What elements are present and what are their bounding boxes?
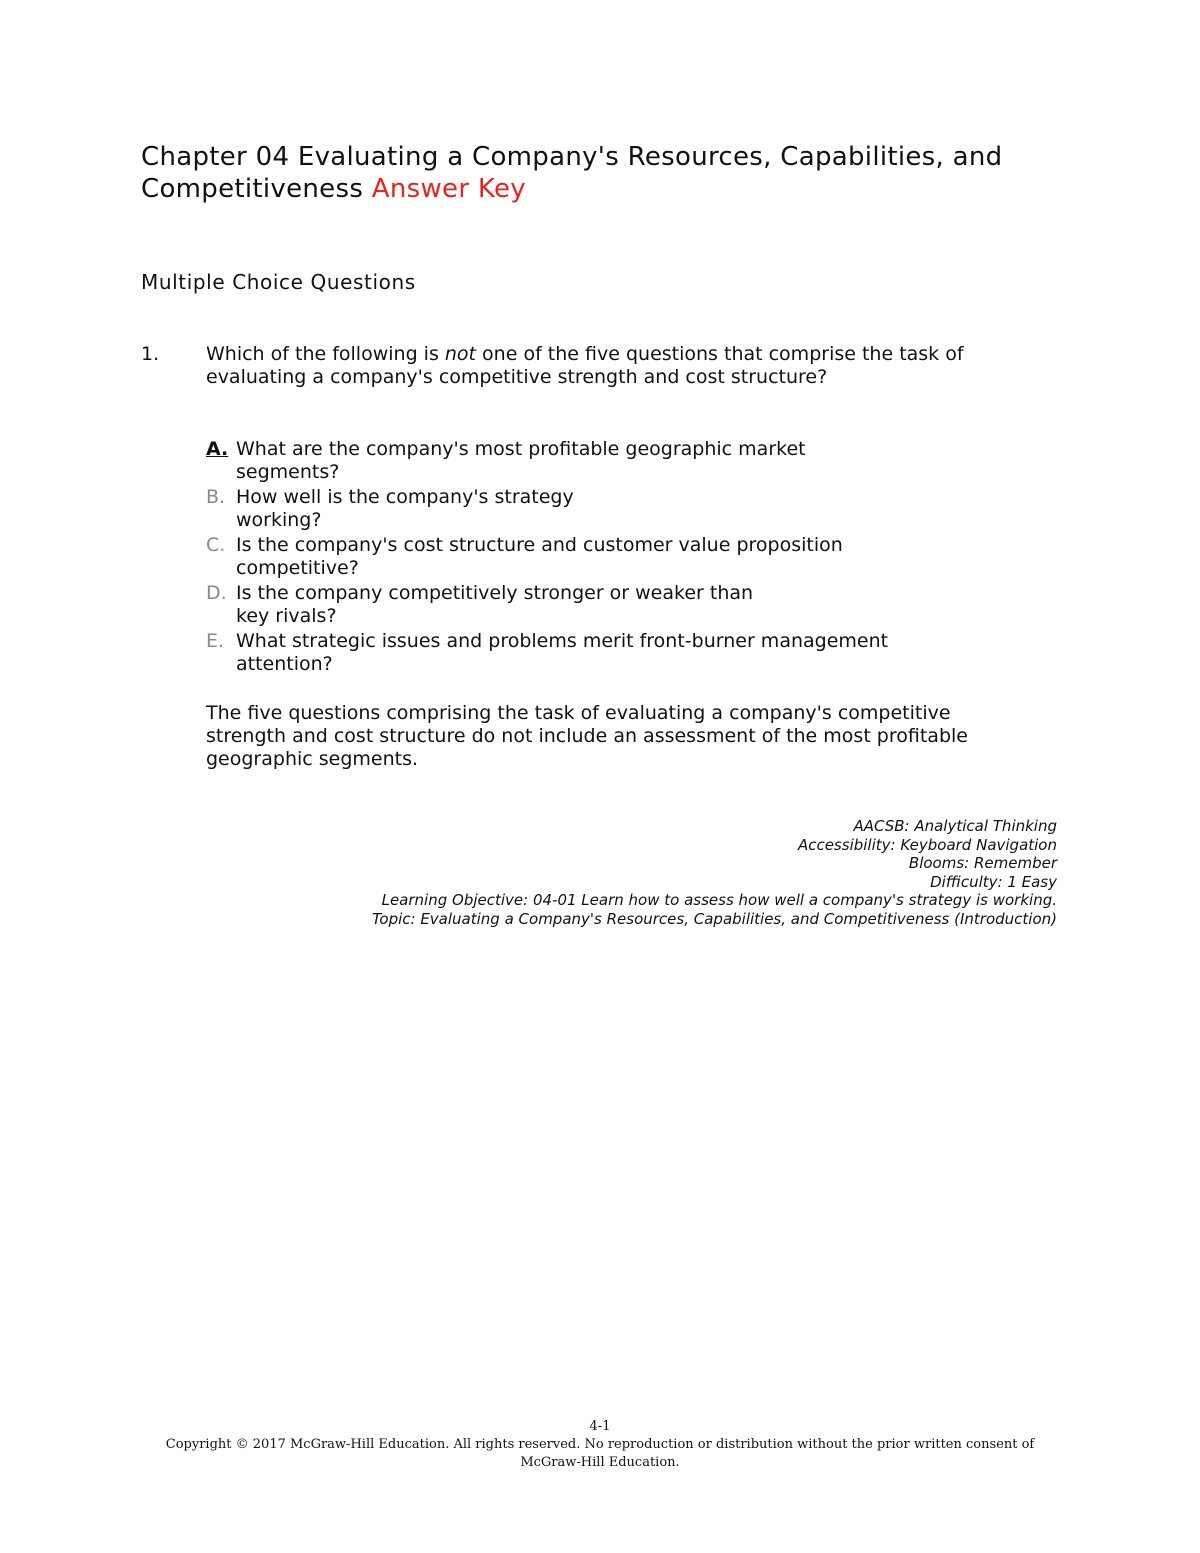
answer-options bbox=[206, 438, 1006, 678]
answer-explanation: The five questions comprising the task of evaluating a company's competitive strength and cost structure do not include an assessment of the most profitable geographic segments. bbox=[206, 702, 968, 770]
option-text: How well is the company's strategy bbox=[236, 486, 574, 508]
option-letter: C. bbox=[206, 534, 226, 556]
option-c bbox=[206, 534, 1006, 580]
option-text: What are the company's most profitable geographic market bbox=[236, 438, 806, 460]
question-text-start: Which of the following is bbox=[206, 343, 445, 365]
option-a bbox=[206, 438, 1006, 484]
option-letter: D. bbox=[206, 582, 227, 604]
question-text-emphasis: not bbox=[444, 343, 477, 365]
title-main: Chapter 04 Evaluating a Company's Resources, Capabilities, and Competitiveness bbox=[141, 142, 1003, 204]
option-b bbox=[206, 486, 1006, 532]
aacsb-tag: AACSB: Analytical Thinking bbox=[853, 817, 1057, 835]
option-text-continued: segments? bbox=[236, 461, 340, 483]
option-text-continued: attention? bbox=[236, 653, 333, 675]
question-text bbox=[206, 343, 1036, 389]
option-e bbox=[206, 630, 1006, 676]
page-footer bbox=[141, 1418, 1059, 1472]
option-text: Is the company's cost structure and customer value proposition bbox=[236, 534, 843, 556]
page-number: 4-1 bbox=[589, 1419, 611, 1434]
topic-tag: Topic: Evaluating a Company's Resources, Capabilities, and Competitiveness (Introduction) bbox=[372, 909, 1057, 928]
option-letter: E. bbox=[206, 630, 225, 652]
difficulty-tag: Difficulty: 1 Easy bbox=[930, 872, 1057, 891]
question-text-end: one of the five questions that comprise the task of evaluating a company's competitive strength and cost structure? bbox=[206, 343, 964, 388]
learning-objective-tag: Learning Objective: 04-01 Learn how to assess how well a company's strategy is working. bbox=[381, 891, 1057, 909]
option-text-continued: working? bbox=[236, 509, 322, 531]
page-title bbox=[141, 141, 1061, 205]
question-number: 1. bbox=[141, 343, 160, 365]
copyright-notice: Copyright © 2017 McGraw-Hill Education. All rights reserved. No reproduction or distribution without the prior written consent of McGraw-Hill Education. bbox=[165, 1437, 1035, 1470]
accessibility-tag: Accessibility: Keyboard Navigation bbox=[797, 835, 1057, 854]
blooms-tag: Blooms: Remember bbox=[908, 854, 1057, 872]
option-text-continued: competitive? bbox=[236, 557, 359, 579]
option-letter: B. bbox=[206, 486, 226, 508]
option-text: What strategic issues and problems merit front-burner management bbox=[236, 630, 889, 652]
question-metadata bbox=[257, 817, 1057, 928]
option-text: Is the company competitively stronger or weaker than bbox=[236, 582, 754, 604]
option-letter: A. bbox=[206, 438, 229, 460]
answer-key-label: Answer Key bbox=[371, 174, 526, 204]
option-text-continued: key rivals? bbox=[236, 605, 337, 627]
section-heading: Multiple Choice Questions bbox=[141, 270, 416, 294]
option-d bbox=[206, 582, 1006, 628]
